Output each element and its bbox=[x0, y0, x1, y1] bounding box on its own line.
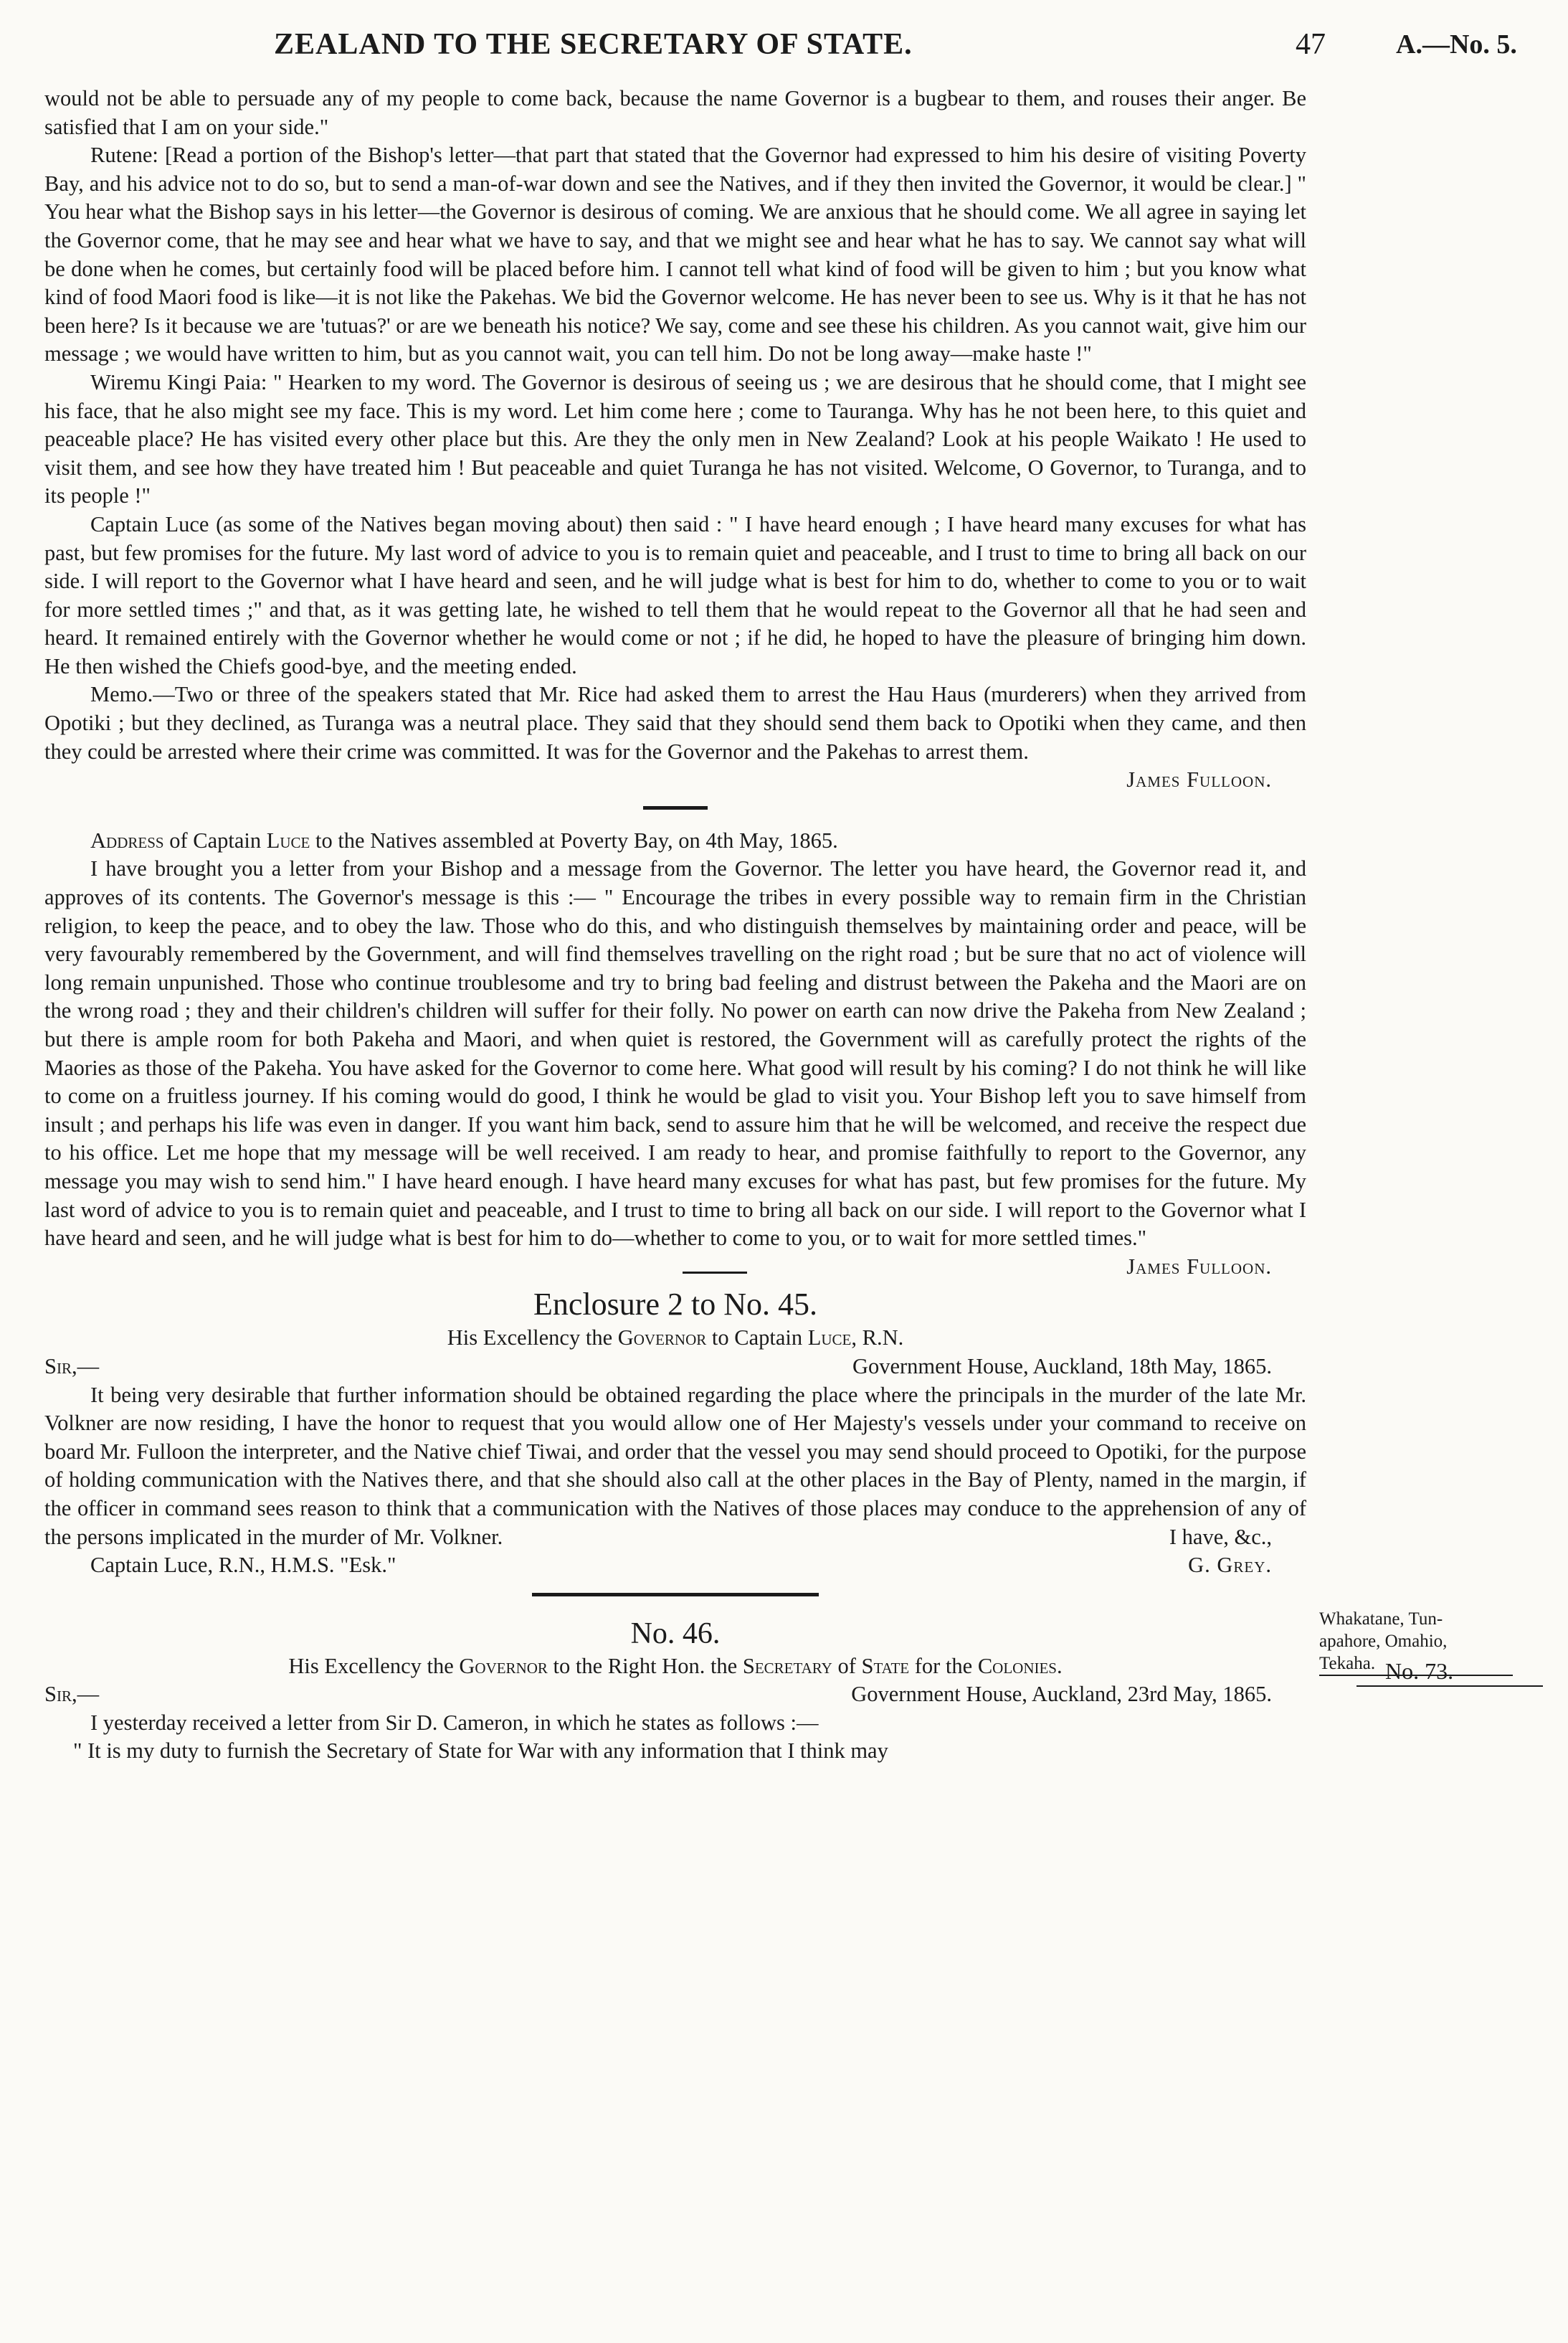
from-text: to the Right Hon. the bbox=[547, 1653, 743, 1678]
from-text: for the bbox=[909, 1653, 978, 1678]
from-title: Secretary bbox=[742, 1653, 832, 1678]
from-title: Colonies bbox=[977, 1653, 1057, 1678]
signature: G. Grey. bbox=[1188, 1553, 1272, 1578]
from-text: to Captain bbox=[706, 1325, 808, 1350]
margin-reference: No. 73. bbox=[1356, 1657, 1543, 1687]
caption-text: of Captain bbox=[163, 828, 267, 853]
salutation-row bbox=[44, 1353, 1306, 1381]
from-title: State bbox=[861, 1653, 910, 1678]
letter-address: Government House, Auckland, 23rd May, 1865. bbox=[851, 1682, 1272, 1707]
caption-name: Luce bbox=[266, 828, 310, 853]
signature-row bbox=[44, 1253, 1306, 1282]
document-page bbox=[44, 27, 1524, 1766]
closing: I have, &c., bbox=[1169, 1524, 1272, 1549]
short-rule bbox=[683, 1272, 747, 1274]
salutation: Sir,— bbox=[44, 1353, 100, 1378]
salutation: Sir,— bbox=[44, 1682, 100, 1707]
from-text: His Excellency the bbox=[288, 1653, 460, 1678]
paragraph: Wiremu Kingi Paia: " Hearken to my word. The Governor is desirous of seeing us ; we are desirous that he should come, that I might see his face, that he also might see my face. This is my word. Let him come here ; come to Tauranga. Why has he not been here, to this quiet and peaceable place? He has visited every other place but this. Are they the only men in New Zealand? Look at his people Waikato ! He used to visit them, and see how they have treated him ! But peaceable and quiet Turanga he has not visited. Welcome, O Governor, to Turanga, and to its people !" bbox=[44, 369, 1306, 508]
letter-from-line bbox=[44, 1324, 1306, 1353]
caption-lead: Address bbox=[90, 828, 164, 853]
section-divider bbox=[532, 1593, 819, 1596]
main-column bbox=[44, 85, 1454, 1766]
paragraph: I yesterday received a letter from Sir D. Cameron, in which he states as follows :— bbox=[90, 1710, 819, 1735]
paragraph: Captain Luce (as some of the Natives began moving about) then said : " I have heard enough ; I have heard many excuses for what has past, but few promises for the future. My last word of advice to you is to remain quiet and peaceable, and I trust to time to bring all back on our side. I will report to the Governor what I have heard and seen, and he will judge what is best for him to do, whether to come to you or to wait for more settled times ;" and that, as it was getting late, he wished to tell them that he would repeat to the Governor all that he had seen and heard. It remained entirely with the Governor whether he would come or not ; if he did, he hoped to have the pleasure of bringing him down. He then wished the Chiefs good-bye, and the meeting ended. bbox=[44, 511, 1306, 678]
page-header bbox=[44, 27, 1524, 85]
signature: James Fulloon. bbox=[1126, 1254, 1272, 1279]
salutation-row bbox=[44, 1680, 1306, 1709]
letter-address: Government House, Auckland, 18th May, 1865. bbox=[852, 1353, 1272, 1378]
signature: James Fulloon. bbox=[1126, 767, 1272, 792]
paragraph: " It is my duty to furnish the Secretary of State for War with any information that I think may bbox=[73, 1738, 888, 1764]
from-title: Governor bbox=[617, 1325, 707, 1350]
letter-from-line bbox=[44, 1652, 1306, 1681]
document-heading: No. 46. bbox=[630, 1617, 721, 1650]
paragraph: would not be able to persuade any of my people to come back, because the name Governor is a bugbear to them, and rouses their anger. Be satisfied that I am on your side." bbox=[44, 86, 1306, 139]
section-divider bbox=[643, 806, 708, 810]
caption-text: to the Natives assembled at Poverty Bay, on 4th May, 1865. bbox=[310, 828, 838, 853]
margin-note-line: Whakatane, Tun- bbox=[1319, 1609, 1443, 1629]
recipient-row bbox=[44, 1551, 1306, 1580]
from-text: of bbox=[832, 1653, 862, 1678]
paragraph: I have brought you a letter from your Bishop and a message from the Governor. The letter you have heard, the Governor read it, and approves of its contents. The Governor's message is this :— " Encourage the tribes in every possible way to remain firm in the Christian religion, to keep the peace, and to obey the law. Those who do this, and who distinguish themselves by maintaining order and peace, will be very favourably remembered by the Government, and will find themselves travelling on the right road ; but be sure that no act of violence will long remain unpunished. Those who continue troublesome and try to bring bad feeling and distrust between the Pakeha and the Maori are on the wrong road ; they and their children's children will suffer for their folly. No power on earth can now drive the Pakeha from New Zealand ; but there is ample room for both Pakeha and Maori, and when quiet is restored, the Government will as carefully protect the rights of the Maories as those of the Pakeha. You have asked for the Governor to come here. What good will result by his coming? I do not think he will like to come on a fruitless journey. If his coming would do good, I think he would be glad to visit you. Your Bishop left you to save himself from insult ; and perhaps his life was even in danger. If you want him back, send to assure him that he will be welcomed, and receive the respect due to his office. Let me hope that my message will be well received. I am ready to hear, and promise faithfully to report to the Governor, any message you may wish to send him." I have heard enough. I have heard many excuses for what has past, but few promises for the future. My last word of advice to you is to remain quiet and peaceable, and I trust to time to bring all back on our side. I will report to the Governor what I have heard and seen, and he will judge what is best for him to do—whether to come to you, or to wait for more settled times." bbox=[44, 856, 1306, 1251]
paragraph: Memo.—Two or three of the speakers stated that Mr. Rice had asked them to arrest the Hau Haus (murderers) when they arrived from Opotiki ; but they declined, as Turanga was a neutral place. They said that they should send them back to Opotiki when they came, and then they could be arrested where their crime was committed. It was for the Governor and the Pakehas to arrest them. bbox=[44, 682, 1306, 764]
paragraph: Rutene: [Read a portion of the Bishop's letter—that part that stated that the Governor had expressed to him his desire of visiting Poverty Bay, and his advice not to do so, but to send a man-of-war down and see the Natives, and if they then invited the Governor, it would be clear.] " You hear what the Bishop says in his letter—the Governor is desirous of coming. We are anxious that he should come. We all agree in saying let the Governor come, that he may see and hear what we have to say, and that we might see and hear what he has to say. We cannot say what will be done when he comes, but certainly food will be placed before him. I cannot tell what kind of food will be given to him ; but you know what kind of food Maori food is like—it is not like the Pakehas. We bid the Governor welcome. He has never been to see us. Why is it that he has not been here? Is it because we are 'tutuas?' or are we beneath his notice? We say, come and see these his children. As you cannot wait, give him our message ; we would have written to him, but as you cannot wait, you can tell him. Do not be long away—make haste !" bbox=[44, 143, 1306, 366]
recipient: Captain Luce, R.N., H.M.S. "Esk." bbox=[90, 1553, 396, 1578]
margin-note-line: apahore, Omahio, bbox=[1319, 1631, 1448, 1651]
from-name: Luce bbox=[807, 1325, 852, 1350]
running-title: ZEALAND TO THE SECRETARY OF STATE. bbox=[274, 28, 913, 61]
from-text: . bbox=[1056, 1653, 1063, 1678]
margin-note-line: Tekaha. bbox=[1319, 1652, 1513, 1676]
from-text: His Excellency the bbox=[447, 1325, 618, 1350]
from-title: Governor bbox=[459, 1653, 548, 1678]
enclosure-heading: Enclosure 2 to No. 45. bbox=[533, 1287, 817, 1322]
from-text: , R.N. bbox=[851, 1325, 904, 1350]
paper-reference: A.—No. 5. bbox=[1396, 29, 1517, 60]
paragraph: It being very desirable that further information should be obtained regarding the place where the principals in the murder of the late Mr. Volkner are now residing, I have the honor to request that you would allow one of Her Majesty's vessels under your command to receive on board Mr. Fulloon the interpreter, and the Native chief Tiwai, and order that the vessel you may send should proceed to Opotiki, for the purpose of holding communication with the Natives there, and that she should also call at the other places in the Bay of Plenty, named in the margin, if the officer in command sees reason to think that a communication with the Natives of those places may conduce to the apprehension of any of the persons implicated in the murder of Mr. Volkner. bbox=[44, 1382, 1306, 1549]
address-caption bbox=[44, 827, 1306, 856]
page-number: 47 bbox=[1296, 28, 1326, 61]
